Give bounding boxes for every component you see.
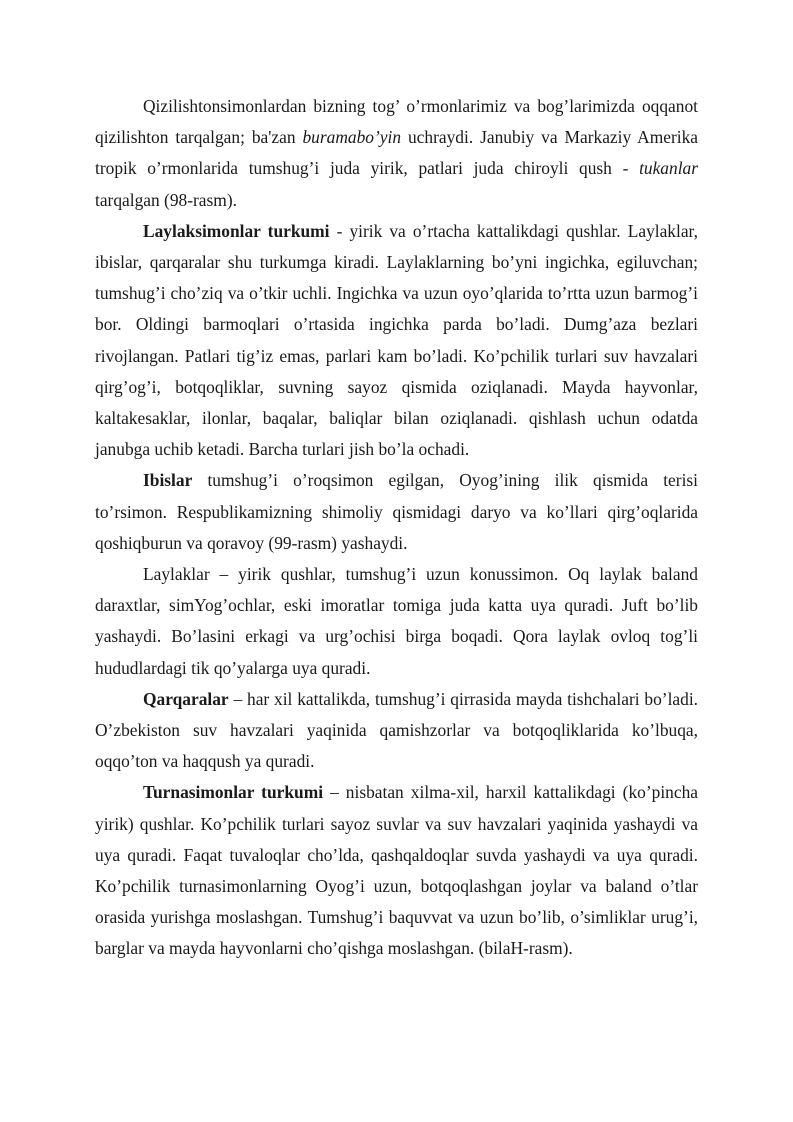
paragraph-text: – nisbatan xilma-xil, harxil kattalikdagi (ko’pincha yirik) qushlar. Ko’pchilik turlari sayoz suvlar va suv havzalari yaqinida yashaydi va uya quradi. Faqat tuvaloqlar cho’lda, qashqaldoqlar suvda yashaydi va uya quradi. Ko’pchilik turnasimonlarning Oyog’i uzun, botqoqlashgan joylar va baland o’tlar orasida yurishga moslashgan. Tumshug’i baquvvat va uzun bo’lib, o’simliklar urug’i, barglar va mayda hayvonlarni cho’qishga moslashgan. (bilaH-rasm). [95, 782, 698, 959]
paragraph-text: Laylaklar – yirik qushlar, tumshug’i uzun konussimon. Oq laylak baland daraxtlar, simYog’ochlar, eski imoratlar tomiga juda katta uya quradi. Juft bo’lib yashaydi. Bo’lasini erkagi va urg’ochisi birga boqadi. Qora laylak ovloq tog’li hududlardagi tik qo’yalarga uya quradi. [95, 564, 698, 678]
paragraph-text: – har xil kattalikda, tumshug’i qirrasida mayda tishchalari bo’ladi. O’zbekiston suv havzalari yaqinida qamishzorlar va botqoqliklarida ko’lbuqa, oqqo’ton va haqqush ya quradi. [95, 688, 698, 772]
bold-heading-term: Qarqaralar [143, 688, 229, 709]
paragraph-text: Qizilishtonsimonlardan bizning tog’ o’rmonlarimiz va bog’larimizda oqqanot qizilishton tarqalgan; ba'zan [95, 96, 698, 148]
bold-heading-term: Laylaksimonlar turkumi [143, 220, 330, 241]
paragraph-laylaksimonlar [95, 216, 698, 466]
document-page [95, 91, 698, 965]
paragraph-ibislar [95, 465, 698, 559]
bold-heading-term: Turnasimonlar turkumi [143, 782, 324, 803]
bold-heading-term: Ibislar [143, 470, 193, 491]
paragraph-qizilishtonsimonlar [95, 91, 698, 216]
italic-term: tukanlar [639, 158, 698, 179]
paragraph-turnasimonlar [95, 777, 698, 964]
paragraph-text: uchraydi. Janubiy va Markaziy Amerika tropik o’rmonlarida tumshug’i juda yirik, patlari juda chiroyli qush - [95, 127, 698, 179]
paragraph-text: - yirik va o’rtacha kattalikdagi qushlar. Laylaklar, ibislar, qarqaralar shu turkumga kiradi. Laylaklarning bo’yni ingichka, egiluvchan; tumshug’i cho’ziq va o’tkir uchli. Ingichka va uzun oyo’qlarida to’rtta uzun barmog’i bor. Oldingi barmoqlari o’rtasida ingichka parda bo’ladi. Dumg’aza bezlari rivojlangan. Patlari tig’iz emas, parlari kam bo’ladi. Ko’pchilik turlari suv havzalari qirg’og’i, botqoqliklar, suvning sayoz qismida oziqlanadi. Mayda hayvonlar, kaltakesaklar, ilonlar, baqalar, baliqlar bilan oziqlanadi. qishlash uchun odatda janubga uchib ketadi. Barcha turlari jish bo’la ochadi. [95, 220, 698, 460]
paragraph-text: tumshug’i o’roqsimon egilgan, Oyog’ining ilik qismida terisi to’rsimon. Respublikamizning shimoliy qismidagi daryo va ko’llari qirg’oqlarida qoshiqburun va qoravoy (99-rasm) yashaydi. [95, 470, 698, 553]
paragraph-laylaklar [95, 559, 698, 684]
italic-term: buramabo’yin [302, 127, 402, 148]
paragraph-qarqaralar [95, 684, 698, 778]
paragraph-text: tarqalgan (98-rasm). [95, 189, 237, 210]
